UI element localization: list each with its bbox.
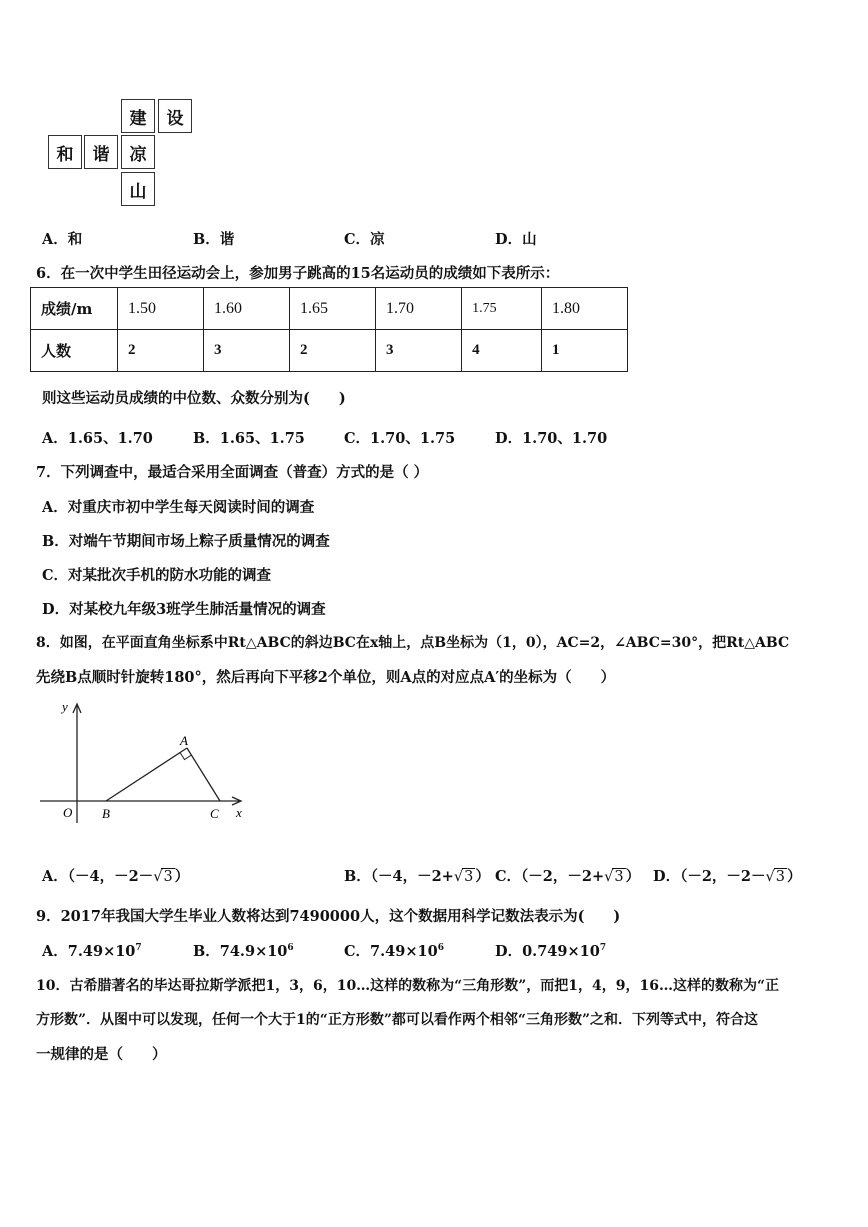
q7-option-d: D．对某校九年级3班学生肺活量情况的调查 [42,601,326,618]
q5-option-a: A．和 [42,231,83,248]
q5-option-d: D．山 [495,231,537,248]
table-cell: 2 [118,330,204,372]
net-cell-liang: 凉 [121,135,155,169]
q9-option-d [495,940,606,961]
label-y: y [62,699,68,714]
q8-option-a-text: A．（－4，－2－ [42,868,154,885]
q6-option-b: B．1.65、1.75 [193,430,305,447]
q8-option-d: D．（－2，－2－√3 ） [653,868,802,885]
q8-option-c-text: C．（－2，－2+ [495,868,605,885]
table-row [31,330,628,372]
q9-option-b-base: B．74.9×10 [193,943,288,960]
table-row [31,288,628,330]
q8-line2: 先绕B点顺时针旋转180°，然后再向下平移2个单位，则A点的对应点A′的坐标为（ ） [36,669,616,686]
q9-option-c [344,940,444,961]
table-cell: 1.60 [204,288,290,330]
q8-option-d-radicand: 3 [775,869,785,885]
q8-option-b-close: ） [475,868,490,885]
table-head-count: 人数 [31,330,118,372]
q7-stem: 7．下列调查中，最适合采用全面调查（普查）方式的是（ ） [36,464,429,481]
table-head-score: 成绩/m [31,288,118,330]
label-a: A [180,733,188,748]
table-cell: 4 [462,330,542,372]
q9-option-b [193,940,294,961]
net-cell-he: 和 [48,135,82,169]
q6-option-d: D．1.70、1.70 [495,430,608,447]
q8-option-b-radicand: 3 [464,869,474,885]
q8-option-c-radicand: 3 [614,869,624,885]
label-o: O [63,805,73,820]
label-c: C [210,806,219,821]
q8-option-a-close: ） [174,868,190,885]
q8-option-b-text: B．（－4，－2+ [344,868,454,885]
q8-option-a-radicand: 3 [163,869,173,885]
q10-line3: 一规律的是（ ） [36,1046,167,1063]
net-cell-shan: 山 [121,172,155,206]
q6-question: 则这些运动员成绩的中位数、众数分别为( ) [42,390,346,407]
q9-option-a [42,940,142,961]
segment-ab [106,748,187,801]
q6-option-a: A．1.65、1.70 [42,430,153,447]
q8-option-b: B．（－4，－2+√3 ） [344,868,490,885]
table-cell: 1.65 [290,288,376,330]
q9-option-c-base: C．7.49×10 [344,943,438,960]
q10-line1: 10．古希腊著名的毕达哥拉斯学派把1，3，6，10…这样的数称为“三角形数”，而把1，4，9，16…这样的数称为“正 [36,978,780,994]
net-cell-jian: 建 [121,99,155,133]
q6-stem: 6．在一次中学生田径运动会上，参加男子跳高的15名运动员的成绩如下表所示： [36,265,560,282]
q6-score-table [30,287,628,372]
q9-option-a-exponent: 7 [135,943,142,954]
q7-option-c: C．对某批次手机的防水功能的调查 [42,567,272,584]
label-b: B [102,806,110,821]
q8-option-d-close: ） [787,868,802,885]
q8-line1: 8．如图，在平面直角坐标系中Rt△ABC的斜边BC在x轴上，点B坐标为（1，0），AC=2，∠ABC=30°，把Rt△ABC [36,635,790,651]
q9-option-d-base: D．0.749×10 [495,943,600,960]
q5-option-c: C．凉 [344,231,385,248]
q8-option-c: C．（－2，－2+√3 ） [495,868,641,885]
table-cell: 2 [290,330,376,372]
table-cell: 3 [376,330,462,372]
q7-option-b: B．对端午节期间市场上粽子质量情况的调查 [42,533,330,550]
q5-option-b: B．谐 [193,231,235,248]
q9-option-b-exponent: 6 [287,943,294,954]
q7-option-a: A．对重庆市初中学生每天阅读时间的调查 [42,499,315,516]
q9-option-c-exponent: 6 [437,943,444,954]
q8-option-a: A．（－4，－2－√3 ） [42,868,190,885]
q9-stem: 9．2017年我国大学生毕业人数将达到7490000人，这个数据用科学记数法表示为( ) [36,908,621,925]
table-cell: 3 [204,330,290,372]
q9-option-d-exponent: 7 [599,943,607,954]
q8-option-c-close: ） [625,868,641,885]
net-cell-xie: 谐 [84,135,118,169]
q8-option-d-text: D．（－2，－2－ [653,868,766,885]
segment-ac [187,748,220,801]
q10-line2: 方形数”．从图中可以发现，任何一个大于1的“正方形数”都可以看作两个相邻“三角形数”之和．下列等式中，符合这 [36,1012,759,1028]
q6-option-c: C．1.70、1.75 [344,430,456,447]
q9-option-a-base: A．7.49×10 [42,943,136,960]
table-cell: 1.75 [462,288,542,330]
net-cell-she: 设 [158,99,192,133]
q8-coordinate-figure [36,698,256,828]
table-cell: 1 [541,330,627,372]
table-cell: 1.80 [541,288,627,330]
table-cell: 1.50 [118,288,204,330]
label-x: x [236,805,242,820]
table-cell: 1.70 [376,288,462,330]
